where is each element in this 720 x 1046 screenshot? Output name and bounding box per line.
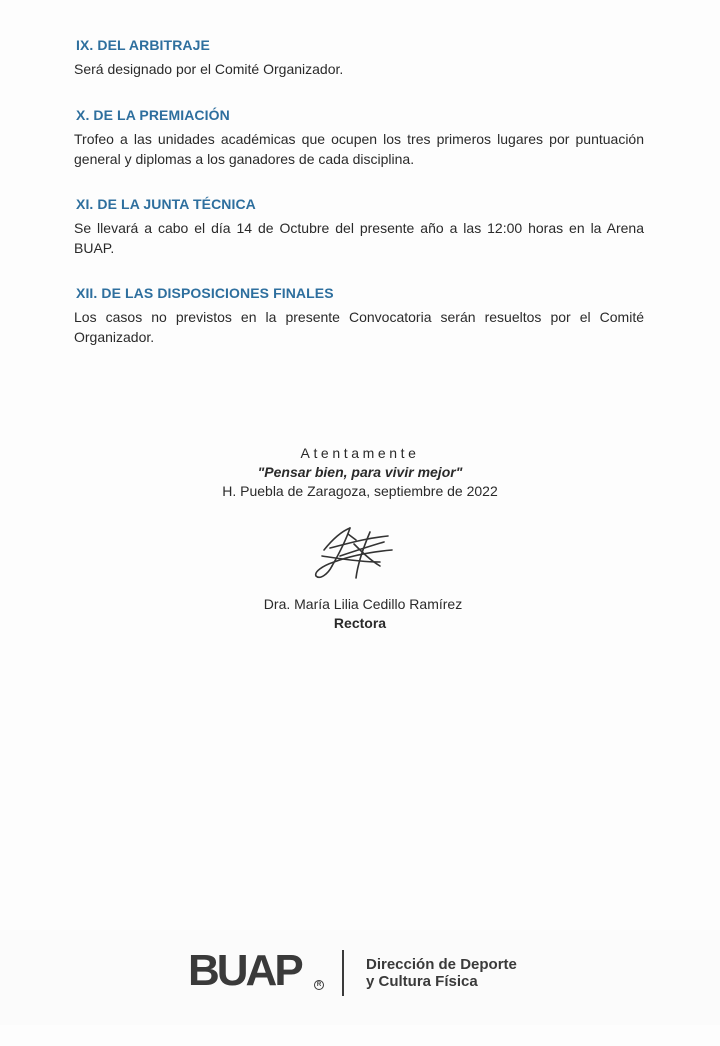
footer xyxy=(0,930,720,1025)
section-body: Trofeo a las unidades académicas que ocupen los tres primeros lugares por puntuación general y diplomas a los ganadores de cada disciplina. xyxy=(74,131,644,167)
signer-role: Rectora xyxy=(333,615,387,631)
section-arbitraje xyxy=(74,37,644,79)
section-body: Los casos no previstos en la presente Convocatoria serán resueltos por el Comité Organizador. xyxy=(74,309,644,345)
section-premiacion xyxy=(74,107,644,169)
section-body: Será designado por el Comité Organizador. xyxy=(74,61,344,77)
section-title: X. DE LA PREMIACIÓN xyxy=(76,107,230,123)
section-title: IX. DEL ARBITRAJE xyxy=(76,37,210,53)
place-date: H. Puebla de Zaragoza, septiembre de 2022 xyxy=(222,483,498,499)
department-line-1: Dirección de Deporte xyxy=(366,956,517,973)
department-name xyxy=(366,956,517,990)
signer-name: Dra. María Lilia Cedillo Ramírez xyxy=(263,596,463,612)
section-title: XII. DE LAS DISPOSICIONES FINALES xyxy=(76,285,334,301)
section-title: XI. DE LA JUNTA TÉCNICA xyxy=(76,196,256,212)
signature-image xyxy=(310,522,400,588)
department-line-2: y Cultura Física xyxy=(366,973,478,990)
section-disposiciones-finales xyxy=(74,285,644,347)
section-junta-tecnica xyxy=(74,196,644,258)
logo-divider xyxy=(342,950,344,996)
registered-mark-icon: R xyxy=(314,980,324,990)
motto: "Pensar bien, para vivir mejor" xyxy=(257,464,463,480)
buap-logo: BUAP xyxy=(188,946,301,995)
salutation: Atentamente xyxy=(300,445,420,461)
section-body: Se llevará a cabo el día 14 de Octubre del presente año a las 12:00 horas en la Arena BUAP. xyxy=(74,220,644,256)
